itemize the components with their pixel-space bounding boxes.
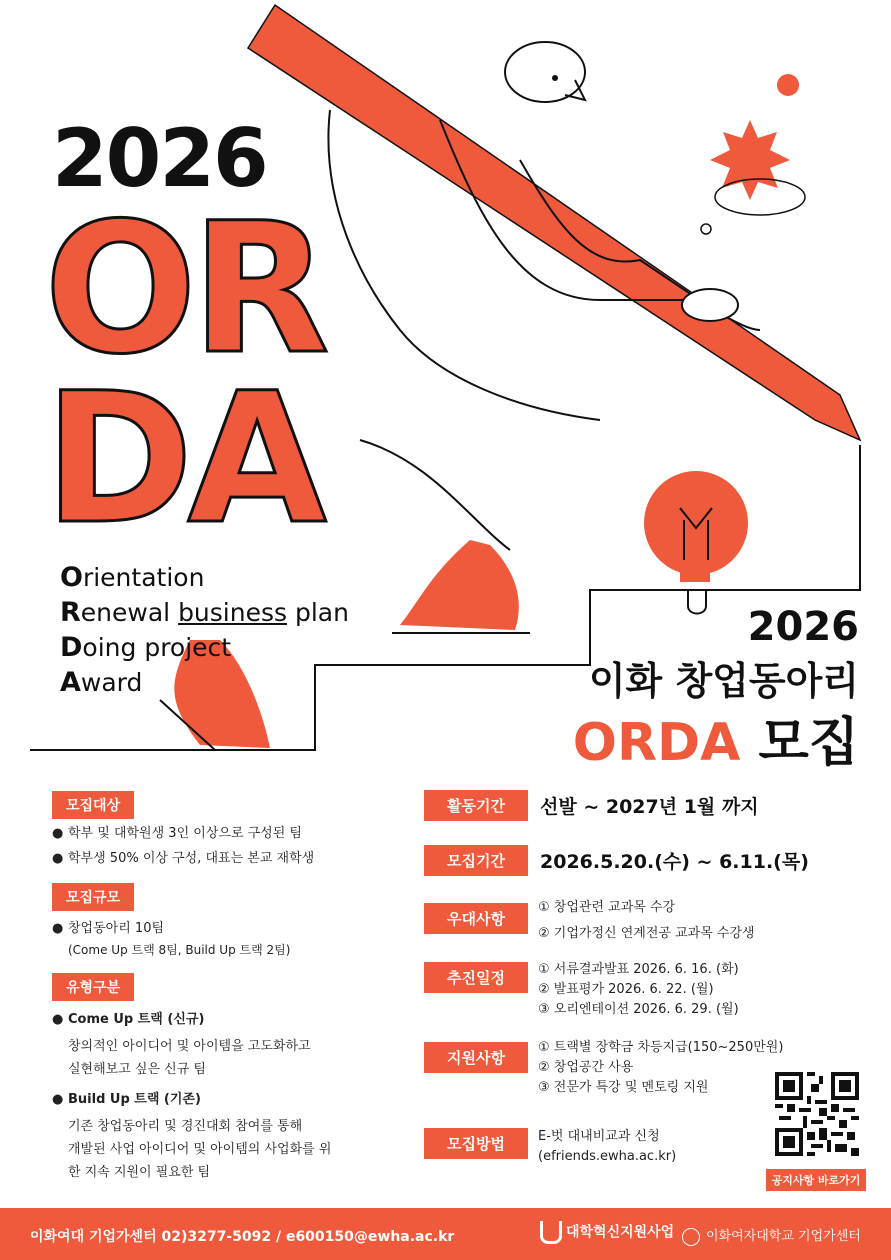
label-preference: 우대사항 [424, 903, 528, 934]
ewha-seal-icon [682, 1228, 700, 1246]
footer-program [540, 1221, 674, 1244]
schedule-list [538, 960, 739, 1020]
label-method: 모집방법 [424, 1128, 528, 1159]
support-list [538, 1038, 783, 1098]
type2-desc [68, 1115, 331, 1184]
footer-center [682, 1225, 861, 1246]
method-info [538, 1127, 676, 1167]
subtitle-year: 2026 [747, 604, 859, 650]
subtitle-club: 이화 창업동아리 [588, 659, 859, 703]
acronym-cap: R [60, 597, 81, 628]
acronym-o [60, 560, 349, 595]
scale-text: 창업동아리 10팀 [68, 921, 165, 936]
period-value: 2026.5.20.(수) ~ 6.11.(목) [540, 851, 809, 873]
preference-item-2: ② 기업가정신 연계전공 교과목 수강생 [538, 926, 755, 941]
university-logo-icon [540, 1221, 562, 1244]
subtitle-recruit-word: 모집 [758, 713, 859, 773]
acronym-r [60, 595, 349, 630]
target-item-1: ● 학부 및 대학원생 3인 이상으로 구성된 팀 [52, 826, 302, 841]
acronym-list [60, 560, 349, 700]
qr-notice-link[interactable]: 공지사항 바로가기 [766, 1169, 866, 1191]
preference-item-1: ① 창업관련 교과목 수강 [538, 900, 676, 915]
target-text: 학부 및 대학원생 3인 이상으로 구성된 팀 [68, 826, 302, 841]
orda-logo [44, 185, 424, 564]
schedule-item-3: ③ 오리엔테이션 2026. 6. 29. (월) [538, 1002, 739, 1017]
label-scale: 모집규모 [52, 883, 134, 911]
type2-title: ● Build Up 트랙 (기존) [52, 1092, 201, 1107]
label-target: 모집대상 [52, 791, 134, 819]
type2-desc-1: 기존 창업동아리 및 경진대회 참여를 통해 [68, 1119, 303, 1134]
subtitle-recruit [573, 700, 859, 775]
acronym-rest: enewal [80, 598, 179, 627]
footer-center-text: 이화여자대학교 기업가센터 [706, 1229, 861, 1244]
acronym-a [60, 665, 349, 700]
support-item-1: ① 트랙별 장학금 차등지급(150~250만원) [538, 1040, 784, 1055]
type2-desc-3: 한 지속 지원이 필요한 팀 [68, 1165, 211, 1180]
target-item-2: ● 학부생 50% 이상 구성, 대표는 본교 재학생 [52, 851, 315, 866]
acronym-cap: D [60, 632, 83, 663]
activity-value: 선발 ~ 2027년 1월 까지 [540, 796, 759, 818]
acronym-cap: O [60, 562, 83, 593]
acronym-cap: A [60, 667, 81, 698]
subtitle-orda: ORDA [572, 713, 741, 773]
schedule-item-1: ① 서류결과발표 2026. 6. 16. (화) [538, 962, 739, 977]
type2-text: Build Up 트랙 (기존) [68, 1092, 201, 1107]
acronym-rest: rientation [82, 563, 205, 592]
label-schedule: 추진일정 [424, 962, 528, 993]
scale-sub: (Come Up 트랙 8팀, Build Up 트랙 2팀) [68, 943, 291, 957]
type1-title: ● Come Up 트랙 (신규) [52, 1012, 205, 1027]
type2-desc-2: 개발된 사업 아이디어 및 아이템의 사업화를 위 [68, 1142, 332, 1157]
support-item-3: ③ 전문가 특강 및 멘토링 지원 [538, 1080, 709, 1095]
scale-item: ● 창업동아리 10팀 [52, 921, 165, 936]
footer-program-text: 대학혁신지원사업 [566, 1224, 675, 1241]
method-line-2: (efriends.ewha.ac.kr) [538, 1149, 677, 1164]
label-activity: 활동기간 [424, 790, 528, 821]
schedule-item-2: ② 발표평가 2026. 6. 22. (월) [538, 982, 714, 997]
support-item-2: ② 창업공간 사용 [538, 1060, 634, 1075]
footer-bar [0, 1208, 891, 1260]
preference-list [538, 898, 755, 944]
label-type: 유형구분 [52, 973, 134, 1001]
label-period: 모집기간 [424, 845, 528, 876]
acronym-underlined: business [178, 598, 288, 627]
type1-text: Come Up 트랙 (신규) [68, 1012, 205, 1027]
type1-desc-2: 실현해보고 싶은 신규 팀 [68, 1062, 206, 1077]
method-line-1: E-벗 대내비교과 신청 [538, 1129, 660, 1144]
type1-desc-1: 창의적인 아이디어 및 아이템을 고도화하고 [68, 1039, 311, 1054]
footer-contact: 이화여대 기업가센터 02)3277-5092 / e600150@ewha.ac.kr [30, 1229, 455, 1245]
qr-code[interactable] [775, 1072, 859, 1156]
acronym-d [60, 630, 349, 665]
orda-line-1: OR [44, 185, 324, 394]
acronym-rest: ward [80, 668, 143, 697]
acronym-rest: oing project [82, 633, 232, 662]
type1-desc [68, 1035, 311, 1081]
poster-year: 2026 [52, 112, 267, 205]
target-text: 학부생 50% 이상 구성, 대표는 본교 재학생 [68, 851, 315, 866]
acronym-tail: plan [287, 598, 349, 627]
label-support: 지원사항 [424, 1042, 528, 1073]
orda-line-2: DA [44, 355, 321, 564]
